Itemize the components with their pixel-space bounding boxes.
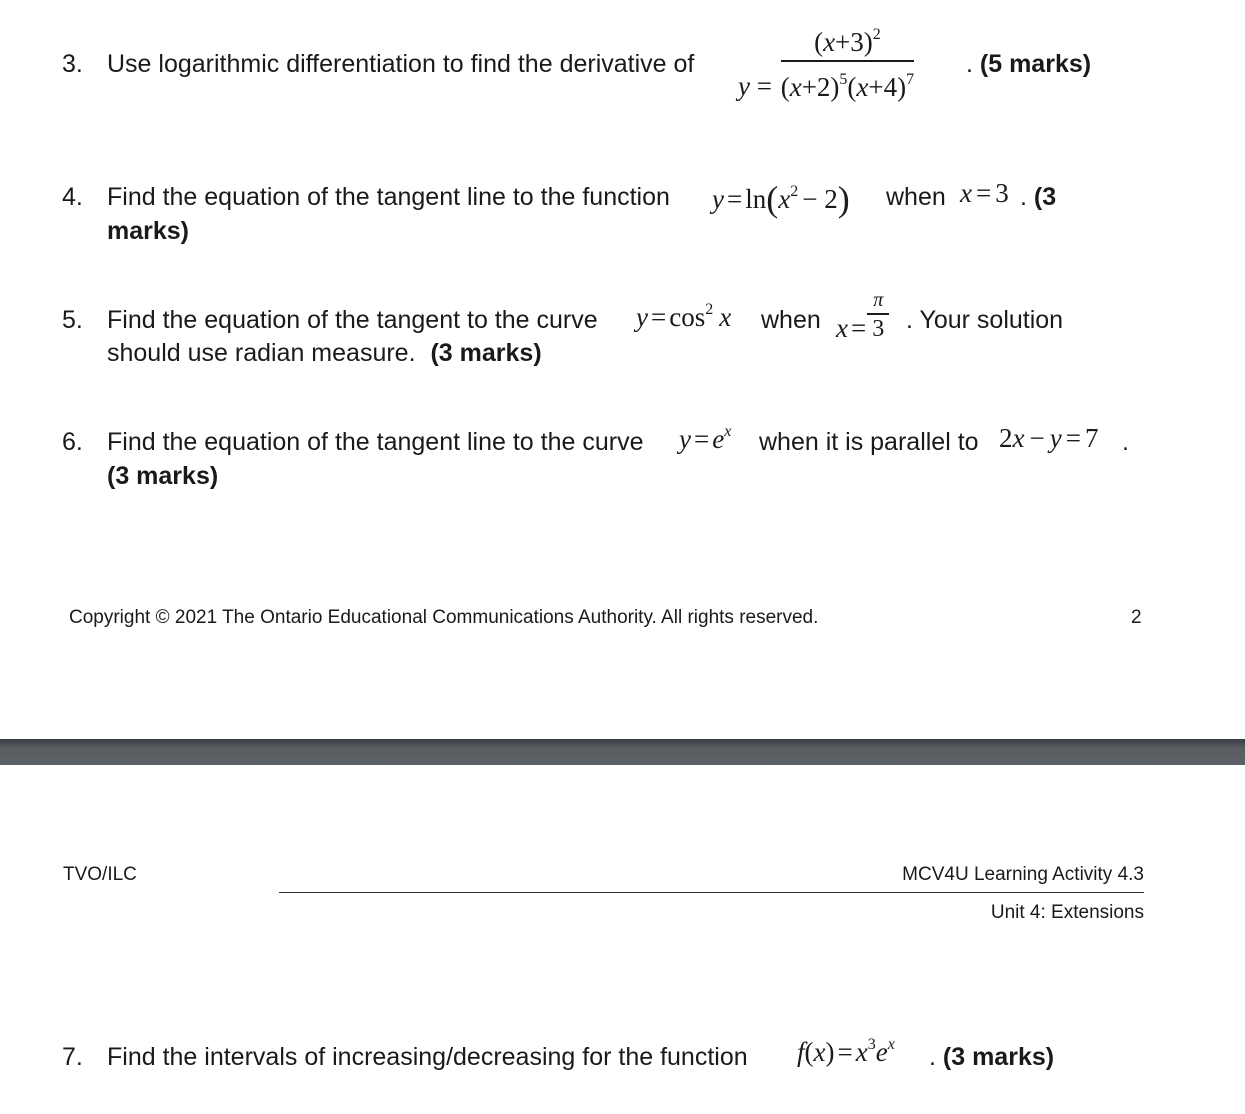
marks-label: (5 marks) <box>979 50 1092 78</box>
den1-exp: 5 <box>839 70 848 88</box>
num-open: ( <box>814 27 824 57</box>
math-exp: x <box>724 423 732 440</box>
period: . <box>906 306 913 334</box>
fraction-denominator <box>781 65 914 102</box>
marks-label: (3 marks) <box>430 339 542 367</box>
math-var: x <box>836 313 848 343</box>
q4-condition <box>960 178 1009 209</box>
math-eq: = <box>837 1037 853 1067</box>
math-paren: ) <box>825 1037 835 1067</box>
math-eq: = <box>975 178 992 208</box>
period: . <box>1122 428 1129 456</box>
q6-middle <box>759 425 979 459</box>
math-eq: = <box>850 313 867 343</box>
question-text: Find the equation of the tangent to the curve <box>107 306 598 334</box>
math-op: − <box>1029 423 1045 453</box>
period: . <box>966 50 973 78</box>
math-rest: − 2 <box>802 184 838 214</box>
fraction-numerator: π <box>873 289 884 311</box>
math-function: ln <box>745 184 767 214</box>
math-var: y <box>1049 423 1062 453</box>
math-var: x <box>813 1037 826 1067</box>
q3-tail <box>966 47 1091 81</box>
q5-fraction <box>867 288 889 342</box>
math-base: e <box>712 424 725 454</box>
math-exp: x <box>887 1036 895 1053</box>
math-eq: = <box>756 71 772 101</box>
question-text-cont: Your solution <box>919 306 1064 334</box>
fraction-denominator: 3 <box>872 315 885 342</box>
num-rest: +3) <box>835 27 873 57</box>
math-var: y <box>636 302 648 332</box>
math-eq: = <box>650 302 667 332</box>
question-text-cont: should use radian measure. <box>107 339 416 367</box>
math-base: e <box>875 1037 888 1067</box>
when-label: when <box>886 183 946 211</box>
page-number: 2 <box>1131 607 1142 628</box>
question-number: 7. <box>62 1043 83 1071</box>
q3-fraction <box>781 20 914 102</box>
fraction-numerator <box>781 20 914 57</box>
question-number: 4. <box>62 183 83 211</box>
q4-tail <box>1020 180 1056 214</box>
math-paren: ( <box>804 1037 814 1067</box>
q6-equation <box>679 423 731 455</box>
math-exp: 2 <box>790 183 799 200</box>
page-separator <box>0 739 1245 765</box>
den2-open: ( <box>847 71 857 102</box>
q6-tail <box>1122 425 1129 459</box>
question-text: Find the intervals of increasing/decreasing for the function <box>107 1043 748 1071</box>
math-var: x <box>1012 423 1025 453</box>
math-paren: ) <box>837 179 850 219</box>
q5-equation <box>636 301 731 333</box>
period: . <box>929 1043 936 1071</box>
math-eq: = <box>726 184 743 214</box>
math-var: x <box>719 302 732 332</box>
math-eq: = <box>693 424 710 454</box>
copyright-notice: Copyright © 2021 The Ontario Educational Communications Authority. All rights reserved. <box>69 607 819 628</box>
q4-marks-cont: marks) <box>107 217 189 245</box>
header-unit: Unit 4: Extensions <box>990 902 1144 923</box>
header-course-title: MCV4U Learning Activity 4.3 <box>902 864 1144 885</box>
den1-rest: +2) <box>801 71 840 102</box>
math-function: f <box>797 1037 805 1067</box>
q4-when <box>886 180 946 214</box>
den2-rest: +4) <box>868 71 907 102</box>
question-number: 6. <box>62 428 83 456</box>
fraction-bar <box>867 313 889 315</box>
math-exp: 3 <box>867 1036 876 1053</box>
q5-condition <box>836 288 889 342</box>
den1-open: ( <box>780 71 790 102</box>
q5-tail <box>906 303 1063 337</box>
q7-equation <box>797 1036 895 1068</box>
q7-tail <box>929 1040 1054 1074</box>
when-label: when <box>761 306 821 334</box>
question-text: Find the equation of the tangent line to the curve <box>107 428 644 456</box>
math-paren: ( <box>766 179 779 219</box>
math-var: y <box>712 184 724 214</box>
header-org: TVO/ILC <box>63 864 137 885</box>
math-var: x <box>960 178 972 208</box>
num-exp: 2 <box>872 26 881 43</box>
math-eq: = <box>1065 423 1081 453</box>
den2-exp: 7 <box>906 70 915 88</box>
math-var: y <box>738 71 750 101</box>
marks-label: (3 marks) <box>942 1043 1055 1071</box>
den2-var: x <box>856 71 869 102</box>
q5-line2 <box>107 336 542 370</box>
math-exp: 2 <box>705 301 714 318</box>
num-var: x <box>823 27 836 57</box>
q3-equation <box>738 24 914 106</box>
question-text-cont: when it is parallel to <box>759 428 979 456</box>
fraction-bar <box>781 60 914 62</box>
math-value: 3 <box>995 178 1009 208</box>
math-function: cos <box>669 302 706 332</box>
question-text: Find the equation of the tangent line to the function <box>107 183 670 211</box>
q5-when <box>761 303 821 337</box>
math-var: y <box>679 424 691 454</box>
math-base: x <box>855 1037 868 1067</box>
question-text: Use logarithmic differentiation to find the derivative of <box>107 50 695 78</box>
q4-equation <box>712 178 850 220</box>
period: . <box>1020 183 1027 211</box>
math-value: 7 <box>1084 423 1099 453</box>
den1-var: x <box>789 71 802 102</box>
marks-label: (3 <box>1033 183 1057 211</box>
question-number: 5. <box>62 306 83 334</box>
header-rule <box>279 892 1144 893</box>
q6-marks: (3 marks) <box>107 462 219 490</box>
q6-line-equation <box>999 423 1098 454</box>
math-value: 2 <box>999 423 1013 453</box>
math-var: x <box>778 184 791 214</box>
question-number: 3. <box>62 50 83 78</box>
